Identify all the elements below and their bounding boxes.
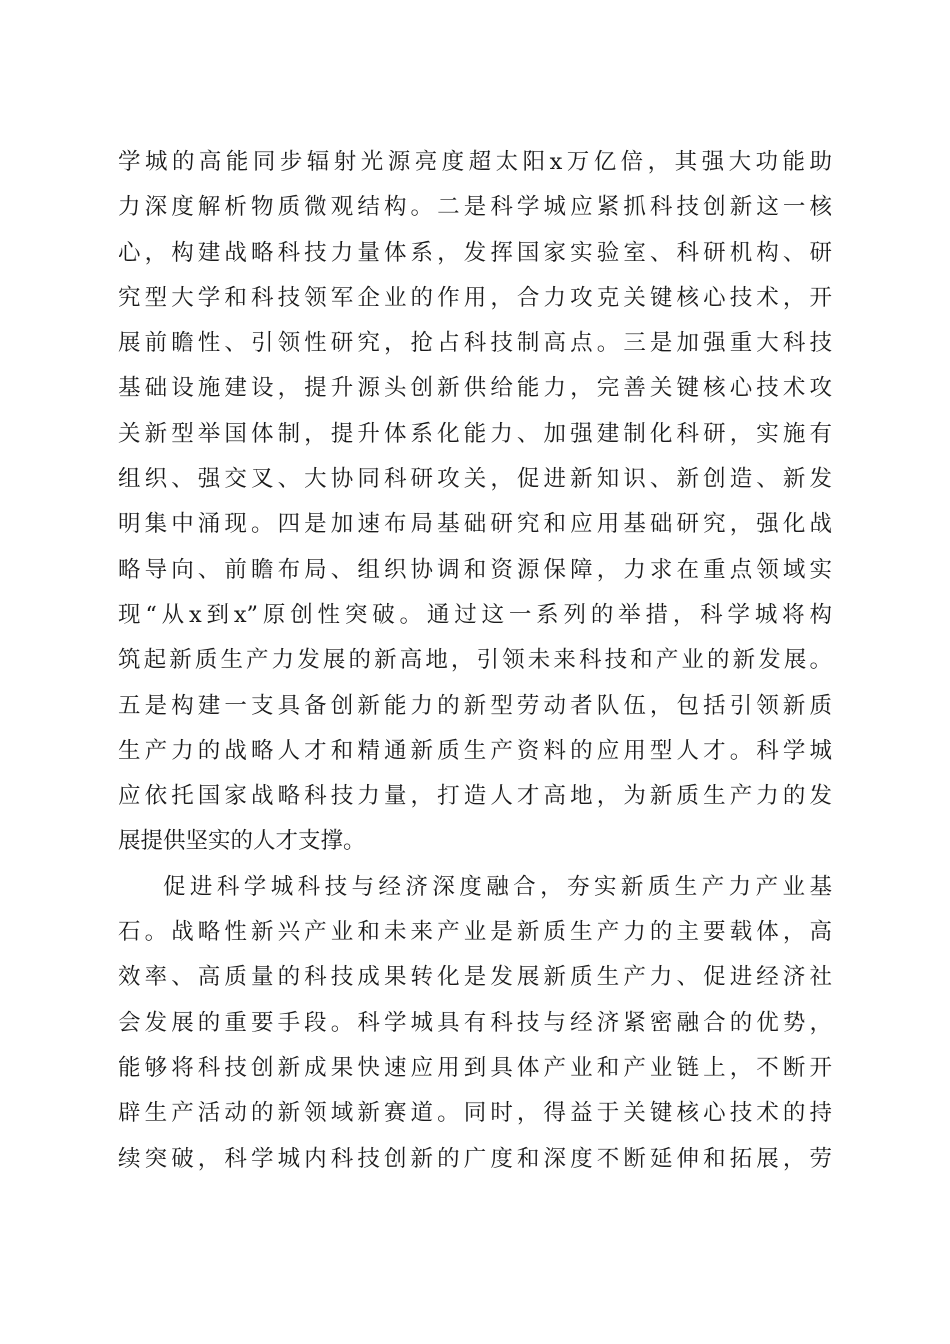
text-line: 五是构建一支具备创新能力的新型劳动者队伍，包括引领新质: [118, 692, 832, 719]
paragraph: [118, 140, 832, 865]
document-body: [118, 140, 832, 1182]
text-line: 现“从x到x”原创性突破。通过这一系列的举措，科学城将构: [118, 601, 832, 628]
text-line: 应依托国家战略科技力量，打造人才高地，为新质生产力的发: [118, 783, 832, 810]
text-line: 究型大学和科技领军企业的作用，合力攻克关键核心技术，开: [118, 284, 832, 311]
text-line: 辟生产活动的新领域新赛道。同时，得益于关键核心技术的持: [118, 1100, 832, 1127]
text-line: 心，构建战略科技力量体系，发挥国家实验室、科研机构、研: [118, 239, 832, 266]
paragraph: [118, 865, 832, 1182]
text-line: 筑起新质生产力发展的新高地，引领未来科技和产业的新发展。: [118, 647, 832, 674]
text-line: 学城的高能同步辐射光源亮度超太阳x万亿倍，其强大功能助: [118, 149, 832, 175]
text-line: 基础设施建设，提升源头创新供给能力，完善关键核心技术攻: [118, 375, 832, 402]
text-line: 会发展的重要手段。科学城具有科技与经济紧密融合的优势，: [118, 1009, 832, 1036]
text-line: 促进科学城科技与经济深度融合，夯实新质生产力产业基: [163, 873, 832, 900]
text-line: 生产力的战略人才和精通新质生产资料的应用型人才。科学城: [118, 737, 832, 764]
text-line: 续突破，科学城内科技创新的广度和深度不断延伸和拓展，劳: [118, 1145, 832, 1172]
text-line: 组织、强交叉、大协同科研攻关，促进新知识、新创造、新发: [118, 466, 832, 493]
text-line: 略导向、前瞻布局、组织协调和资源保障，力求在重点领域实: [118, 556, 832, 583]
text-line: 明集中涌现。四是加速布局基础研究和应用基础研究，强化战: [118, 511, 832, 538]
text-line: 展前瞻性、引领性研究，抢占科技制高点。三是加强重大科技: [118, 330, 832, 357]
text-line: 力深度解析物质微观结构。二是科学城应紧抓科技创新这一核: [118, 194, 832, 221]
text-line: 能够将科技创新成果快速应用到具体产业和产业链上，不断开: [118, 1054, 832, 1081]
text-line: 展提供坚实的人才支撑。: [118, 828, 366, 855]
text-line: 效率、高质量的科技成果转化是发展新质生产力、促进经济社: [118, 964, 832, 991]
text-line: 石。战略性新兴产业和未来产业是新质生产力的主要载体，高: [118, 919, 832, 946]
text-line: 关新型举国体制，提升体系化能力、加强建制化科研，实施有: [118, 420, 832, 447]
